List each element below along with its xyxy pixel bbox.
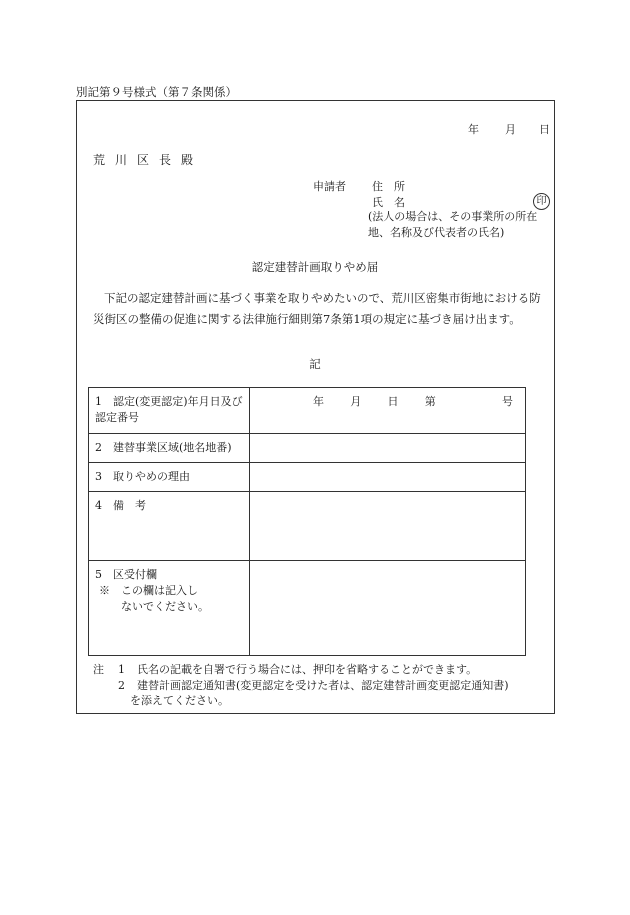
value-no-suffix: 号 xyxy=(502,395,513,408)
office-use-note-line2: ないでください。 xyxy=(121,600,209,613)
row-label xyxy=(89,388,250,434)
date-month-label: 月 xyxy=(505,123,516,136)
body-paragraph: 下記の認定建替計画に基づく事業を取りやめたいので、荒川区密集市街地における防災街区の整備の促進に関する法律施行細則第7条第1項の規定に基づき届け出ます。 xyxy=(93,291,541,326)
date-number-template xyxy=(313,394,513,410)
value-month-label: 月 xyxy=(350,395,362,408)
row-number: 1 xyxy=(95,395,102,408)
table-row xyxy=(89,561,526,656)
recipient xyxy=(93,151,203,168)
row-label xyxy=(89,492,250,561)
note-1-text: 氏名の記載を自署で行う場合には、押印を省略することができます。 xyxy=(137,663,478,676)
office-use-note-line1: ※ この欄は記入し xyxy=(99,584,198,597)
table-row xyxy=(89,463,526,492)
value-year-label: 年 xyxy=(313,395,324,408)
corp-note-line1: (法人の場合は、その事業所の所在 xyxy=(368,210,538,223)
row-label-text: 取りやめの理由 xyxy=(113,470,190,483)
seal-mark: 印 xyxy=(533,193,550,210)
remarks-field[interactable] xyxy=(250,492,526,561)
row-label xyxy=(89,561,250,656)
recipient-char: 川 xyxy=(115,153,128,167)
row-label-text: 区受付欄 xyxy=(113,568,157,581)
date-day-label: 日 xyxy=(539,123,550,136)
cancel-reason-field[interactable] xyxy=(250,463,526,492)
recipient-char: 殿 xyxy=(181,153,194,167)
recipient-char: 荒 xyxy=(93,153,106,167)
items-table xyxy=(88,387,526,656)
value-no-prefix: 第 xyxy=(424,395,436,408)
applicant-role-label: 申請者 xyxy=(313,180,346,193)
project-area-field[interactable] xyxy=(250,434,526,463)
table-row xyxy=(89,492,526,561)
ki-heading: 記 xyxy=(309,357,321,371)
note-prefix: 注 xyxy=(93,663,104,676)
name-label: 氏 名 xyxy=(372,196,405,209)
row-number: 4 xyxy=(95,499,102,512)
row-number: 5 xyxy=(95,568,102,581)
address-label: 住 所 xyxy=(372,180,405,193)
date-year-label: 年 xyxy=(468,123,479,136)
table-row xyxy=(89,434,526,463)
recipient-char: 長 xyxy=(159,153,172,167)
note-2-number: 2 xyxy=(118,679,125,692)
form-heading: 別記第９号様式（第７条関係） xyxy=(76,85,237,99)
table-row xyxy=(89,388,526,434)
document-title: 認定建替計画取りやめ届 xyxy=(251,260,379,274)
row-number: 2 xyxy=(95,441,102,454)
body-text xyxy=(93,288,545,330)
value-day-label: 日 xyxy=(387,395,399,408)
corp-note-line2: 地、名称及び代表者の氏名) xyxy=(368,226,505,239)
row-label xyxy=(89,434,250,463)
note-1-number: 1 xyxy=(118,663,125,676)
note-2-text-line1: 建替計画認定通知書(変更認定を受けた者は、認定建替計画変更認定通知書) xyxy=(137,679,509,692)
row-label xyxy=(89,463,250,492)
row-number: 3 xyxy=(95,470,102,483)
approval-date-field[interactable] xyxy=(250,388,526,434)
row-label-text: 建替事業区域(地名地番) xyxy=(113,441,232,454)
note-2-text-line2: を添えてください。 xyxy=(130,694,229,707)
row-label-text: 備 考 xyxy=(113,499,146,512)
recipient-char: 区 xyxy=(137,153,150,167)
row-label-text: 認定(変更認定)年月日及び認定番号 xyxy=(95,395,243,424)
office-reception-field xyxy=(250,561,526,656)
